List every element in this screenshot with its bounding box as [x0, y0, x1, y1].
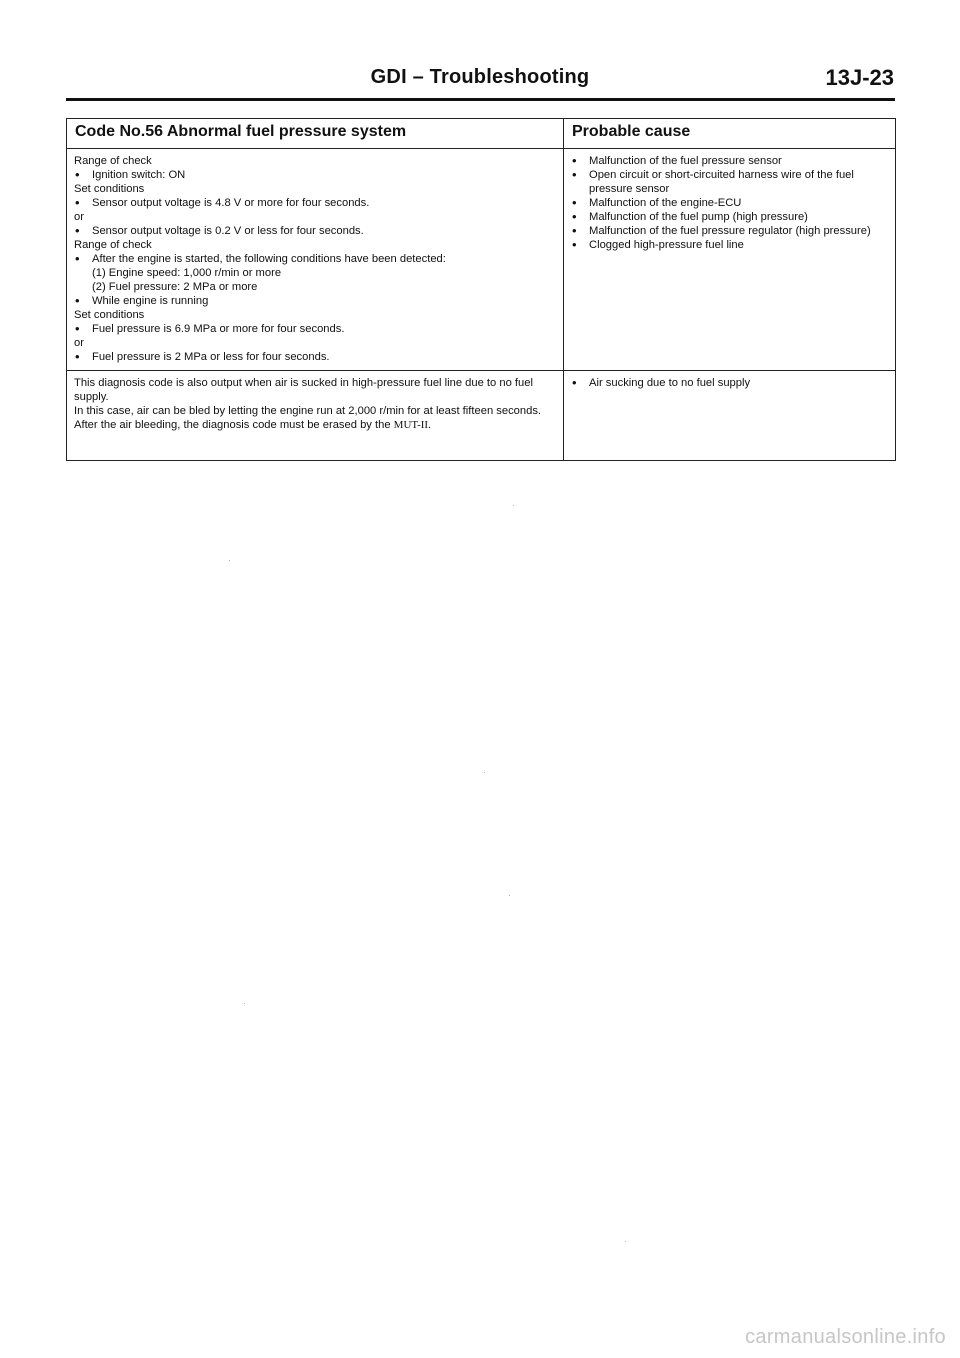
probable-cause-cell: [564, 371, 896, 461]
watermark: carmanualsonline.info: [745, 1326, 946, 1348]
text-line: Set conditions: [74, 183, 145, 195]
bullet-item: • Fuel pressure is 6.9 MPa or more for four seconds.: [74, 322, 555, 336]
bullet-item: • While engine is running: [74, 294, 555, 308]
table-header-row: [67, 119, 896, 149]
column-header-cause: Probable cause: [564, 119, 896, 149]
scan-speck: [509, 895, 510, 896]
cause-item: • Malfunction of the engine-ECU: [571, 196, 887, 210]
page-number: 13J-23: [825, 65, 894, 90]
bullet-item: • Sensor output voltage is 4.8 V or more for four seconds.: [74, 196, 555, 210]
mut-ii-label: MUT-II.: [393, 419, 431, 431]
text-line: Range of check: [74, 155, 152, 167]
sub-item: (2) Fuel pressure: 2 MPa or more: [92, 281, 258, 293]
text-line: or: [74, 337, 84, 349]
note-cell: [67, 371, 564, 461]
table-row: [67, 371, 896, 461]
note-paragraph: [74, 404, 555, 432]
diagnosis-table: [66, 118, 896, 461]
conditions-cell: [67, 149, 564, 371]
text-line: or: [74, 211, 84, 223]
note-text: In this case, air can be bled by letting the engine run at 2,000 r/min for at least fifteen seconds. After the air bleeding, the diagnosis code must be erased by the: [74, 405, 542, 431]
bullet-item: • Fuel pressure is 2 MPa or less for four seconds.: [74, 350, 555, 364]
cause-item: • Malfunction of the fuel pump (high pressure): [571, 210, 887, 224]
cause-item: • Malfunction of the fuel pressure sensor: [571, 154, 887, 168]
cause-item: • Air sucking due to no fuel supply: [571, 376, 887, 390]
scan-speck: [229, 560, 230, 561]
cause-item: • Open circuit or short-circuited harness wire of the fuel pressure sensor: [571, 168, 887, 196]
bullet-item: • Sensor output voltage is 0.2 V or less for four seconds.: [74, 224, 555, 238]
bullet-item: • Ignition switch: ON: [74, 168, 555, 182]
page-header: [66, 66, 894, 96]
scan-speck: [625, 1241, 626, 1242]
column-header-code: Code No.56 Abnormal fuel pressure system: [67, 119, 564, 149]
cause-item: • Malfunction of the fuel pressure regulator (high pressure): [571, 224, 887, 238]
cause-item: • Clogged high-pressure fuel line: [571, 238, 887, 252]
note-paragraph: This diagnosis code is also output when air is sucked in high-pressure fuel line due to no fuel supply.: [74, 377, 533, 403]
text-line: Range of check: [74, 239, 152, 251]
bullet-item: • After the engine is started, the following conditions have been detected:: [74, 252, 555, 266]
text-line: Set conditions: [74, 309, 145, 321]
page-title: GDI – Troubleshooting: [370, 66, 590, 88]
scan-speck: [513, 505, 514, 506]
scan-speck: [244, 1003, 245, 1004]
probable-cause-cell: [564, 149, 896, 371]
table-row: [67, 149, 896, 371]
header-rule: [66, 98, 895, 101]
sub-item: (1) Engine speed: 1,000 r/min or more: [92, 267, 282, 279]
scan-speck: [484, 772, 485, 773]
